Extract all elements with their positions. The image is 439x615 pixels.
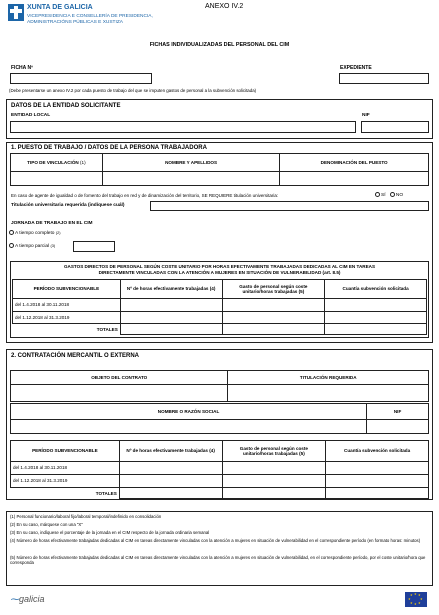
entidad-local-field[interactable] bbox=[10, 121, 356, 133]
expediente-field[interactable] bbox=[339, 73, 429, 84]
horas-cell[interactable] bbox=[119, 462, 222, 475]
top-note: (Debe presentarse un anexo IV.2 por cada puesto de trabajo del que se imputen gastos de personal a la subvención solicitada) bbox=[9, 88, 257, 93]
razon-table bbox=[10, 403, 429, 434]
horas-cell[interactable] bbox=[120, 312, 222, 324]
jornada-label: JORNADA DE TRABAJO EN EL CIM bbox=[11, 221, 93, 226]
footnote-1: (1) Personal funcionario/laboral fijo/laboral temporal/indefinido en consolidación bbox=[10, 514, 162, 519]
si-label: SÍ bbox=[381, 192, 386, 198]
col-periodo-header: PERÍODO SUBVENCIONABLE bbox=[11, 441, 120, 462]
ficha-label: FICHA Nº bbox=[11, 65, 33, 71]
ficha-field[interactable] bbox=[10, 73, 152, 84]
col-cuantia-header: Cuantía subvención solicitada bbox=[325, 280, 427, 299]
titulacion-cell[interactable] bbox=[228, 385, 429, 402]
col-gasto-header: Gasto de personal según coste unitario/horas trabajadas (5) bbox=[222, 280, 325, 299]
totales-row bbox=[13, 324, 427, 335]
page-title: FICHAS INDIVIDUALIZADAS DEL PERSONAL DEL CIM bbox=[149, 42, 290, 48]
section-1-title: 1. PUESTO DE TRABAJO / DATOS DE LA PERSONA TRABAJADORA bbox=[11, 145, 207, 151]
cuantia-total-cell[interactable] bbox=[326, 488, 429, 499]
titulacion-label: Titulación universitaria requerida (indíquese cuál) bbox=[11, 203, 125, 208]
totales-label: TOTALES bbox=[11, 488, 120, 499]
xunta-logo-icon bbox=[8, 4, 24, 21]
objeto-cell[interactable] bbox=[11, 385, 228, 402]
galicia-swirl-icon: ⁓ bbox=[10, 594, 19, 604]
gastos-title-1: GASTOS DIRECTOS DE PERSONAL SEGÚN COSTE UNITARIO POR HORAS EFECTIVAMENTE TRABAJADAS DEDICADAS AL CIM EN TAREAS bbox=[63, 264, 376, 269]
col-cuantia-header: Cuantía subvención solicitada bbox=[326, 441, 429, 462]
cuantia-cell[interactable] bbox=[325, 299, 427, 312]
col-horas-header: Nº de horas efectivamente trabajadas (4) bbox=[119, 441, 222, 462]
dept-line-2: ADMINISTRACIÓNS PÚBLICAS E XUSTIZA bbox=[27, 20, 123, 25]
gasto-total-cell[interactable] bbox=[222, 324, 325, 335]
completo-radio[interactable] bbox=[9, 230, 14, 235]
gasto-total-cell[interactable] bbox=[222, 488, 326, 499]
totales-label: TOTALES bbox=[13, 324, 121, 335]
nif-cell[interactable] bbox=[367, 420, 429, 434]
table-row bbox=[13, 299, 427, 312]
annex-label: ANEXO IV.2 bbox=[205, 3, 244, 10]
razon-cell[interactable] bbox=[11, 420, 367, 434]
agente-options bbox=[372, 192, 403, 198]
cuantia-cell[interactable] bbox=[326, 475, 429, 488]
col-nif-header: NIF bbox=[367, 404, 429, 420]
periodo-cell: del 1.12.2018 al 31.3.2019 bbox=[13, 312, 121, 324]
titulacion-field[interactable] bbox=[150, 201, 429, 211]
col-horas-header: Nº de horas efectivamente trabajadas (4) bbox=[120, 280, 222, 299]
horas-total-cell[interactable] bbox=[120, 324, 222, 335]
col-gasto-header: Gasto de personal según coste unitario/horas trabajadas (5) bbox=[222, 441, 326, 462]
section-2-title: 2. CONTRATACIÓN MERCANTIL O EXTERNA bbox=[11, 353, 140, 359]
col-objeto-header: OBJETO DEL CONTRATO bbox=[11, 371, 228, 385]
horas-cell[interactable] bbox=[120, 299, 222, 312]
costs-table-2 bbox=[10, 440, 429, 499]
footnote-3: (3) En su caso, indíquese el porcentaje de la jornada en el CIM respecto de la jornada ordinaria semanal bbox=[10, 530, 210, 535]
col-puesto-header: DENOMINACIÓN DEL PUESTO bbox=[280, 154, 429, 172]
contrato-table bbox=[10, 370, 429, 402]
gasto-cell[interactable] bbox=[222, 299, 325, 312]
periodo-cell: del 1.12.2018 al 31.3.2019 bbox=[11, 475, 120, 488]
gasto-cell[interactable] bbox=[222, 312, 325, 324]
periodo-cell: del 1.4.2018 al 30.11.2018 bbox=[11, 462, 120, 475]
footnote-5: (5) Número de horas efectivamente trabajadas dedicadas al CIM en tareas directamente vinculadas con la atención a mujeres en situación de vulnerabilidad, en el correspondiente período, por el coste unitario/hora que corresponda bbox=[10, 555, 426, 565]
puesto-cell[interactable] bbox=[280, 172, 429, 186]
si-radio[interactable] bbox=[375, 192, 380, 197]
table-row bbox=[11, 475, 429, 488]
cuantia-cell[interactable] bbox=[326, 462, 429, 475]
agente-text: En caso de agente de igualdad o de fomento del trabajo en red y de dinamización del territorio, SE REQUIERE titulación universitaria: bbox=[11, 193, 279, 198]
entidad-title: DATOS DE LA ENTIDAD SOLICITANTE bbox=[11, 103, 121, 109]
expediente-label: EXPEDIENTE bbox=[340, 65, 372, 71]
eu-flag-icon: ★ ★ ★ ★ ★ ★ ★ ★ bbox=[405, 592, 427, 607]
col-tipo-header: TIPO DE VINCULACIÓN (1) bbox=[11, 154, 103, 172]
col-razon-header: NOMBRE O RAZÓN SOCIAL bbox=[11, 404, 367, 420]
col-titulacion-header: TITULACIÓN REQUERIDA bbox=[228, 371, 429, 385]
gastos-title-2: DIRECTAMENTE VINCULADAS CON LA ATENCIÓN A MUJERES EN SITUACIÓN DE VULNERABILIDAD (art. 8.5) bbox=[98, 270, 341, 275]
entidad-nif-label: NIF bbox=[362, 113, 370, 118]
footnote-2: (2) En su caso, márquese con una "X" bbox=[10, 522, 83, 527]
gasto-cell[interactable] bbox=[222, 475, 326, 488]
horas-cell[interactable] bbox=[119, 475, 222, 488]
entidad-nif-field[interactable] bbox=[361, 121, 429, 133]
table-row bbox=[13, 312, 427, 324]
parcial-percent-field[interactable] bbox=[73, 241, 115, 252]
cuantia-total-cell[interactable] bbox=[325, 324, 427, 335]
entidad-local-label: ENTIDAD LOCAL bbox=[11, 113, 51, 118]
parcial-option: A tiempo parcial (3) bbox=[6, 243, 55, 249]
costs-table-1 bbox=[12, 279, 427, 335]
horas-total-cell[interactable] bbox=[119, 488, 222, 499]
parcial-radio[interactable] bbox=[9, 243, 14, 248]
footnote-4: (4) Número de horas efectivamente trabajadas dedicadas al CIM en tareas directamente vinculadas con la atención a mujeres en situación de vulnerabilidad en el correspondiente período (en formato horas: minutos) bbox=[10, 538, 421, 543]
table-row bbox=[11, 462, 429, 475]
completo-option: A tiempo completo (2) bbox=[6, 230, 60, 236]
cuantia-cell[interactable] bbox=[325, 312, 427, 324]
col-nombre-header: NOMBRE Y APELLIDOS bbox=[102, 154, 280, 172]
nombre-cell[interactable] bbox=[102, 172, 280, 186]
no-label: NO bbox=[395, 192, 404, 198]
puesto-table bbox=[10, 153, 429, 186]
no-radio[interactable] bbox=[390, 192, 395, 197]
totales-row bbox=[11, 488, 429, 499]
org-name: XUNTA DE GALICIA bbox=[27, 4, 93, 11]
periodo-cell: del 1.4.2018 al 30.11.2018 bbox=[13, 299, 121, 312]
col-periodo-header: PERÍODO SUBVENCIONABLE bbox=[13, 280, 121, 299]
dept-line-1: VICEPRESIDENCIA E CONSELLERÍA DE PRESIDENCIA, bbox=[27, 14, 153, 19]
gasto-cell[interactable] bbox=[222, 462, 326, 475]
galicia-brand: ⁓galicia bbox=[10, 594, 45, 604]
tipo-cell[interactable] bbox=[11, 172, 103, 186]
